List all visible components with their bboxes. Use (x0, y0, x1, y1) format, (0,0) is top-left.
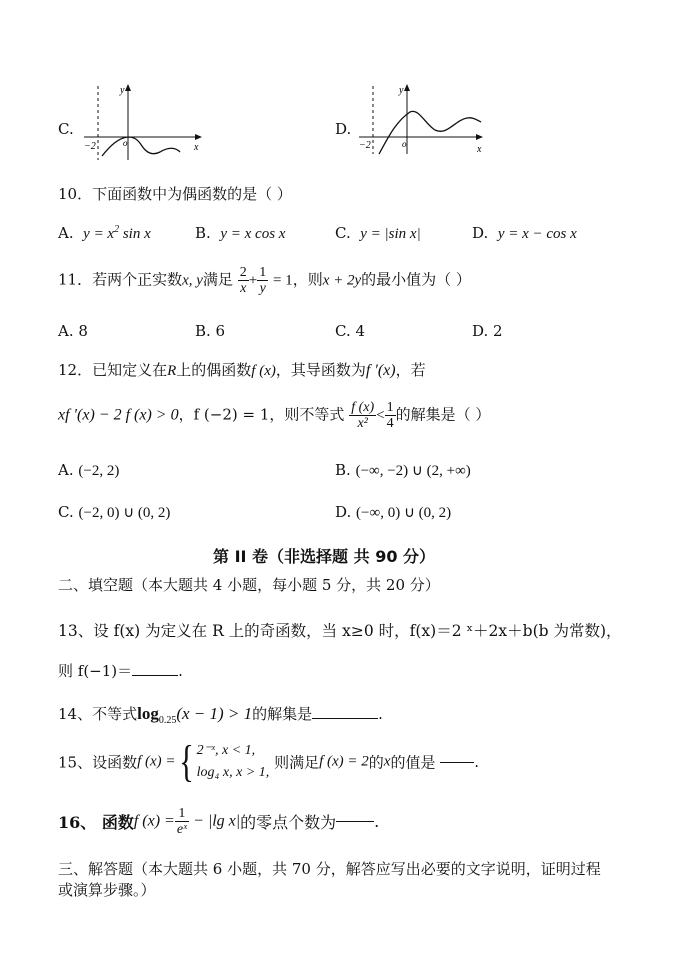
graph-c-origin: o (123, 138, 128, 148)
graph-d-y-label: y (399, 85, 404, 96)
graph-c-tick: −2 (84, 141, 96, 152)
fill-in-section-heading: 二、填空题（本大题共 4 小题，每小题 5 分，共 20 分） (58, 576, 440, 594)
q12-line2: xf ′(x) − 2 f (x) > 0，f (−2) = 1，则不等式 $\frac{f (x)}{\text{x²}}$ < $\frac{1}{4}$ 的解集是（ ） (58, 400, 491, 431)
part3-line2: 或演算步骤。） (58, 881, 156, 899)
q13-line2: 则 f(−1)＝ . (58, 662, 183, 680)
q11-option-a: A. 8 (58, 322, 88, 340)
option-c-label: C. (58, 120, 74, 138)
q10-option-c: C. y = |sin x| (335, 224, 421, 242)
graph-d-x-label: x (477, 144, 482, 155)
graph-d (355, 82, 490, 157)
q12-option-c: C. (−2, 0) ∪ (0, 2) (58, 503, 171, 521)
graph-c (80, 82, 210, 162)
graph-c-y-label: y (120, 85, 125, 96)
q16: 16、 函数f (x) = $\frac{1}{\text{eˣ}}$ − |lg x|的零点个数为 . (58, 806, 380, 837)
q11-option-b: B. 6 (195, 322, 226, 340)
part3-line1: 三、解答题（本大题共 6 小题，共 70 分，解答应写出必要的文字说明，证明过程 (58, 860, 601, 878)
q15: 15、设函数f (x) ={ 2⁻ˣ, x < 1, log₄ x, x > 1, 则满足f (x) = 2的x的值是 . (58, 737, 480, 786)
q12-option-d: D. (−∞, 0) ∪ (0, 2) (335, 503, 452, 521)
part2-title: 第 II 卷（非选择题 共 90 分） (213, 547, 436, 566)
q13-line1: 13、设 f(x) 为定义在 R 上的奇函数，当 x≥0 时，f(x)＝2 ˣ＋2x＋b(b 为常数)， (58, 622, 622, 640)
q10-stem: 10．下面函数中为偶函数的是（ ） (58, 185, 292, 203)
graph-d-tick: −2 (359, 140, 371, 151)
q10-option-b: B. y = x cos x (195, 224, 286, 242)
q10-option-d: D. y = x − cos x (472, 224, 577, 242)
option-d-label: D. (335, 120, 352, 138)
q14: 14、不等式$\log_{0.25}(x - 1) > 1$的解集是 . (58, 704, 383, 726)
q12-option-a: A. (−2, 2) (58, 461, 120, 479)
q12-option-b: B. (−∞, −2) ∪ (2, +∞) (335, 461, 471, 479)
q11-stem: 11．若两个正实数x, y满足 $\frac{2}{x}$ + $\frac{1}{y}$ = 1，则x + 2y的最小值为（ ） (58, 265, 471, 296)
q11-option-c: C. 4 (335, 322, 366, 340)
q11-option-d: D. 2 (472, 322, 503, 340)
q12-line1: 12．已知定义在R上的偶函数f (x)，其导函数为f ′(x)，若 (58, 361, 426, 379)
graph-c-x-label: x (194, 142, 199, 153)
graph-d-origin: o (402, 139, 407, 149)
q10-option-a: A. $y = x^2$ sin x (58, 224, 151, 242)
